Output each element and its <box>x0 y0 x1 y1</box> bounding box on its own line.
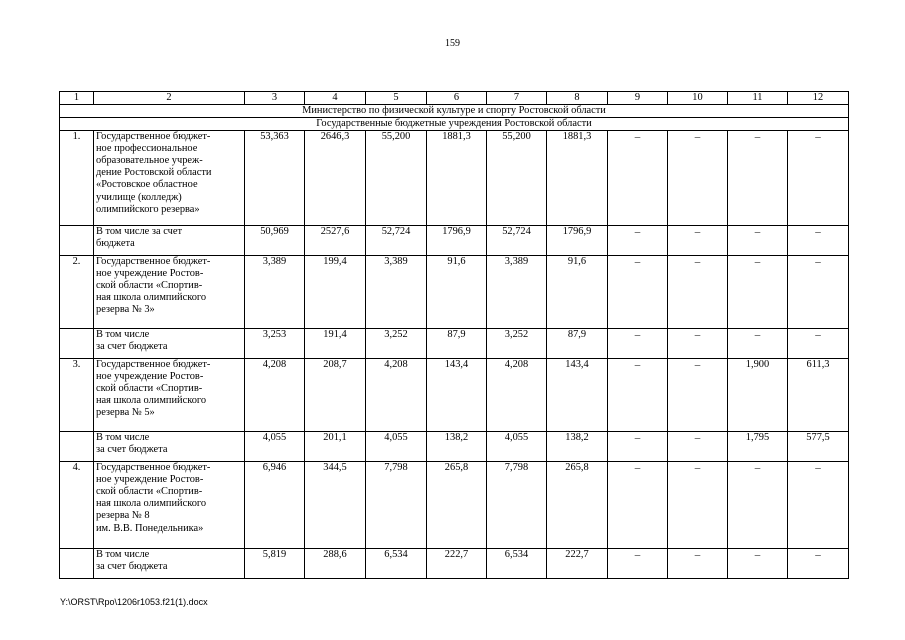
value-cell: – <box>728 462 788 549</box>
row-number: 4. <box>60 462 94 549</box>
value-cell: 208,7 <box>305 359 366 432</box>
value-cell: – <box>668 256 728 329</box>
value-cell: – <box>728 256 788 329</box>
institution-name: Государственное бюджет- ное профессиональное образовательное учреж- дение Ростовской области «Ростовское областное училище (колледж) олимпийского резерва» <box>94 131 245 226</box>
value-cell: – <box>608 462 668 549</box>
value-cell: 52,724 <box>366 226 427 256</box>
value-cell: – <box>608 131 668 226</box>
institution-name: Государственное бюджет- ное учреждение Ростов- ской области «Спортив- ная школа олимпийского резерва № 8 им. В.В. Понедельника» <box>94 462 245 549</box>
table-row <box>60 359 849 432</box>
column-number: 7 <box>487 92 547 105</box>
value-cell: – <box>788 329 849 359</box>
column-number: 4 <box>305 92 366 105</box>
ministry-row <box>60 105 849 118</box>
value-cell: 7,798 <box>487 462 547 549</box>
value-cell: – <box>788 549 849 579</box>
value-cell: 288,6 <box>305 549 366 579</box>
column-number: 2 <box>94 92 245 105</box>
value-cell: 3,253 <box>245 329 305 359</box>
value-cell: – <box>668 359 728 432</box>
institution-name: В том числе за счет бюджета <box>94 432 245 462</box>
institution-name: В том числе за счет бюджета <box>94 549 245 579</box>
value-cell: – <box>608 359 668 432</box>
value-cell: 143,4 <box>547 359 608 432</box>
value-cell: – <box>728 226 788 256</box>
row-number <box>60 432 94 462</box>
value-cell: – <box>788 226 849 256</box>
table-row <box>60 329 849 359</box>
value-cell: – <box>608 432 668 462</box>
value-cell: – <box>728 549 788 579</box>
value-cell: 138,2 <box>427 432 487 462</box>
value-cell: 87,9 <box>547 329 608 359</box>
value-cell: – <box>788 462 849 549</box>
row-number <box>60 549 94 579</box>
file-path-footer: Y:\ORST\Rpo\1206r1053.f21(1).docx <box>60 597 208 607</box>
value-cell: 3,389 <box>487 256 547 329</box>
column-number: 12 <box>788 92 849 105</box>
value-cell: 1796,9 <box>427 226 487 256</box>
column-number: 10 <box>668 92 728 105</box>
value-cell: 7,798 <box>366 462 427 549</box>
value-cell: 344,5 <box>305 462 366 549</box>
category-heading: Государственные бюджетные учреждения Ростовской области <box>60 118 849 131</box>
value-cell: 4,208 <box>366 359 427 432</box>
value-cell: 4,055 <box>245 432 305 462</box>
value-cell: 4,055 <box>366 432 427 462</box>
value-cell: 55,200 <box>487 131 547 226</box>
table-row <box>60 549 849 579</box>
column-number: 11 <box>728 92 788 105</box>
value-cell: 3,389 <box>245 256 305 329</box>
value-cell: 4,208 <box>245 359 305 432</box>
value-cell: 222,7 <box>547 549 608 579</box>
row-number: 3. <box>60 359 94 432</box>
value-cell: – <box>728 329 788 359</box>
value-cell: – <box>668 432 728 462</box>
value-cell: 1881,3 <box>547 131 608 226</box>
table-row <box>60 256 849 329</box>
value-cell: 201,1 <box>305 432 366 462</box>
value-cell: 222,7 <box>427 549 487 579</box>
value-cell: 1796,9 <box>547 226 608 256</box>
table-row <box>60 226 849 256</box>
column-number: 3 <box>245 92 305 105</box>
column-number: 1 <box>60 92 94 105</box>
value-cell: 50,969 <box>245 226 305 256</box>
column-number: 5 <box>366 92 427 105</box>
value-cell: 265,8 <box>427 462 487 549</box>
value-cell: – <box>668 329 728 359</box>
table-row <box>60 432 849 462</box>
value-cell: 2527,6 <box>305 226 366 256</box>
row-number <box>60 226 94 256</box>
institution-name: Государственное бюджет- ное учреждение Ростов- ской области «Спортив- ная школа олимпийского резерва № 5» <box>94 359 245 432</box>
value-cell: 2646,3 <box>305 131 366 226</box>
value-cell: 91,6 <box>427 256 487 329</box>
value-cell: – <box>668 131 728 226</box>
category-row <box>60 118 849 131</box>
value-cell: – <box>728 131 788 226</box>
value-cell: 611,3 <box>788 359 849 432</box>
row-number: 1. <box>60 131 94 226</box>
value-cell: 6,534 <box>366 549 427 579</box>
ministry-heading: Министерство по физической культуре и спорту Ростовской области <box>60 105 849 118</box>
value-cell: 3,252 <box>487 329 547 359</box>
column-number: 8 <box>547 92 608 105</box>
value-cell: 4,208 <box>487 359 547 432</box>
value-cell: 4,055 <box>487 432 547 462</box>
value-cell: – <box>668 462 728 549</box>
column-number: 9 <box>608 92 668 105</box>
table-row <box>60 462 849 549</box>
value-cell: 1,795 <box>728 432 788 462</box>
value-cell: – <box>608 329 668 359</box>
value-cell: 5,819 <box>245 549 305 579</box>
value-cell: – <box>608 256 668 329</box>
value-cell: 1,900 <box>728 359 788 432</box>
value-cell: – <box>608 226 668 256</box>
value-cell: 6,946 <box>245 462 305 549</box>
value-cell: – <box>788 131 849 226</box>
value-cell: 199,4 <box>305 256 366 329</box>
page-number: 159 <box>445 38 460 49</box>
column-number-row <box>60 92 849 105</box>
value-cell: 191,4 <box>305 329 366 359</box>
row-number: 2. <box>60 256 94 329</box>
value-cell: 577,5 <box>788 432 849 462</box>
value-cell: 6,534 <box>487 549 547 579</box>
budget-table <box>59 91 849 579</box>
row-number <box>60 329 94 359</box>
institution-name: В том числе за счет бюджета <box>94 329 245 359</box>
value-cell: 87,9 <box>427 329 487 359</box>
value-cell: 138,2 <box>547 432 608 462</box>
value-cell: 265,8 <box>547 462 608 549</box>
value-cell: 3,389 <box>366 256 427 329</box>
value-cell: 1881,3 <box>427 131 487 226</box>
column-number: 6 <box>427 92 487 105</box>
value-cell: – <box>608 549 668 579</box>
value-cell: 91,6 <box>547 256 608 329</box>
value-cell: – <box>788 256 849 329</box>
table-row <box>60 131 849 226</box>
institution-name: Государственное бюджет- ное учреждение Ростов- ской области «Спортив- ная школа олимпийского резерва № 3» <box>94 256 245 329</box>
institution-name: В том числе за счет бюджета <box>94 226 245 256</box>
value-cell: – <box>668 549 728 579</box>
value-cell: 143,4 <box>427 359 487 432</box>
value-cell: 53,363 <box>245 131 305 226</box>
value-cell: 3,252 <box>366 329 427 359</box>
value-cell: 55,200 <box>366 131 427 226</box>
value-cell: – <box>668 226 728 256</box>
value-cell: 52,724 <box>487 226 547 256</box>
